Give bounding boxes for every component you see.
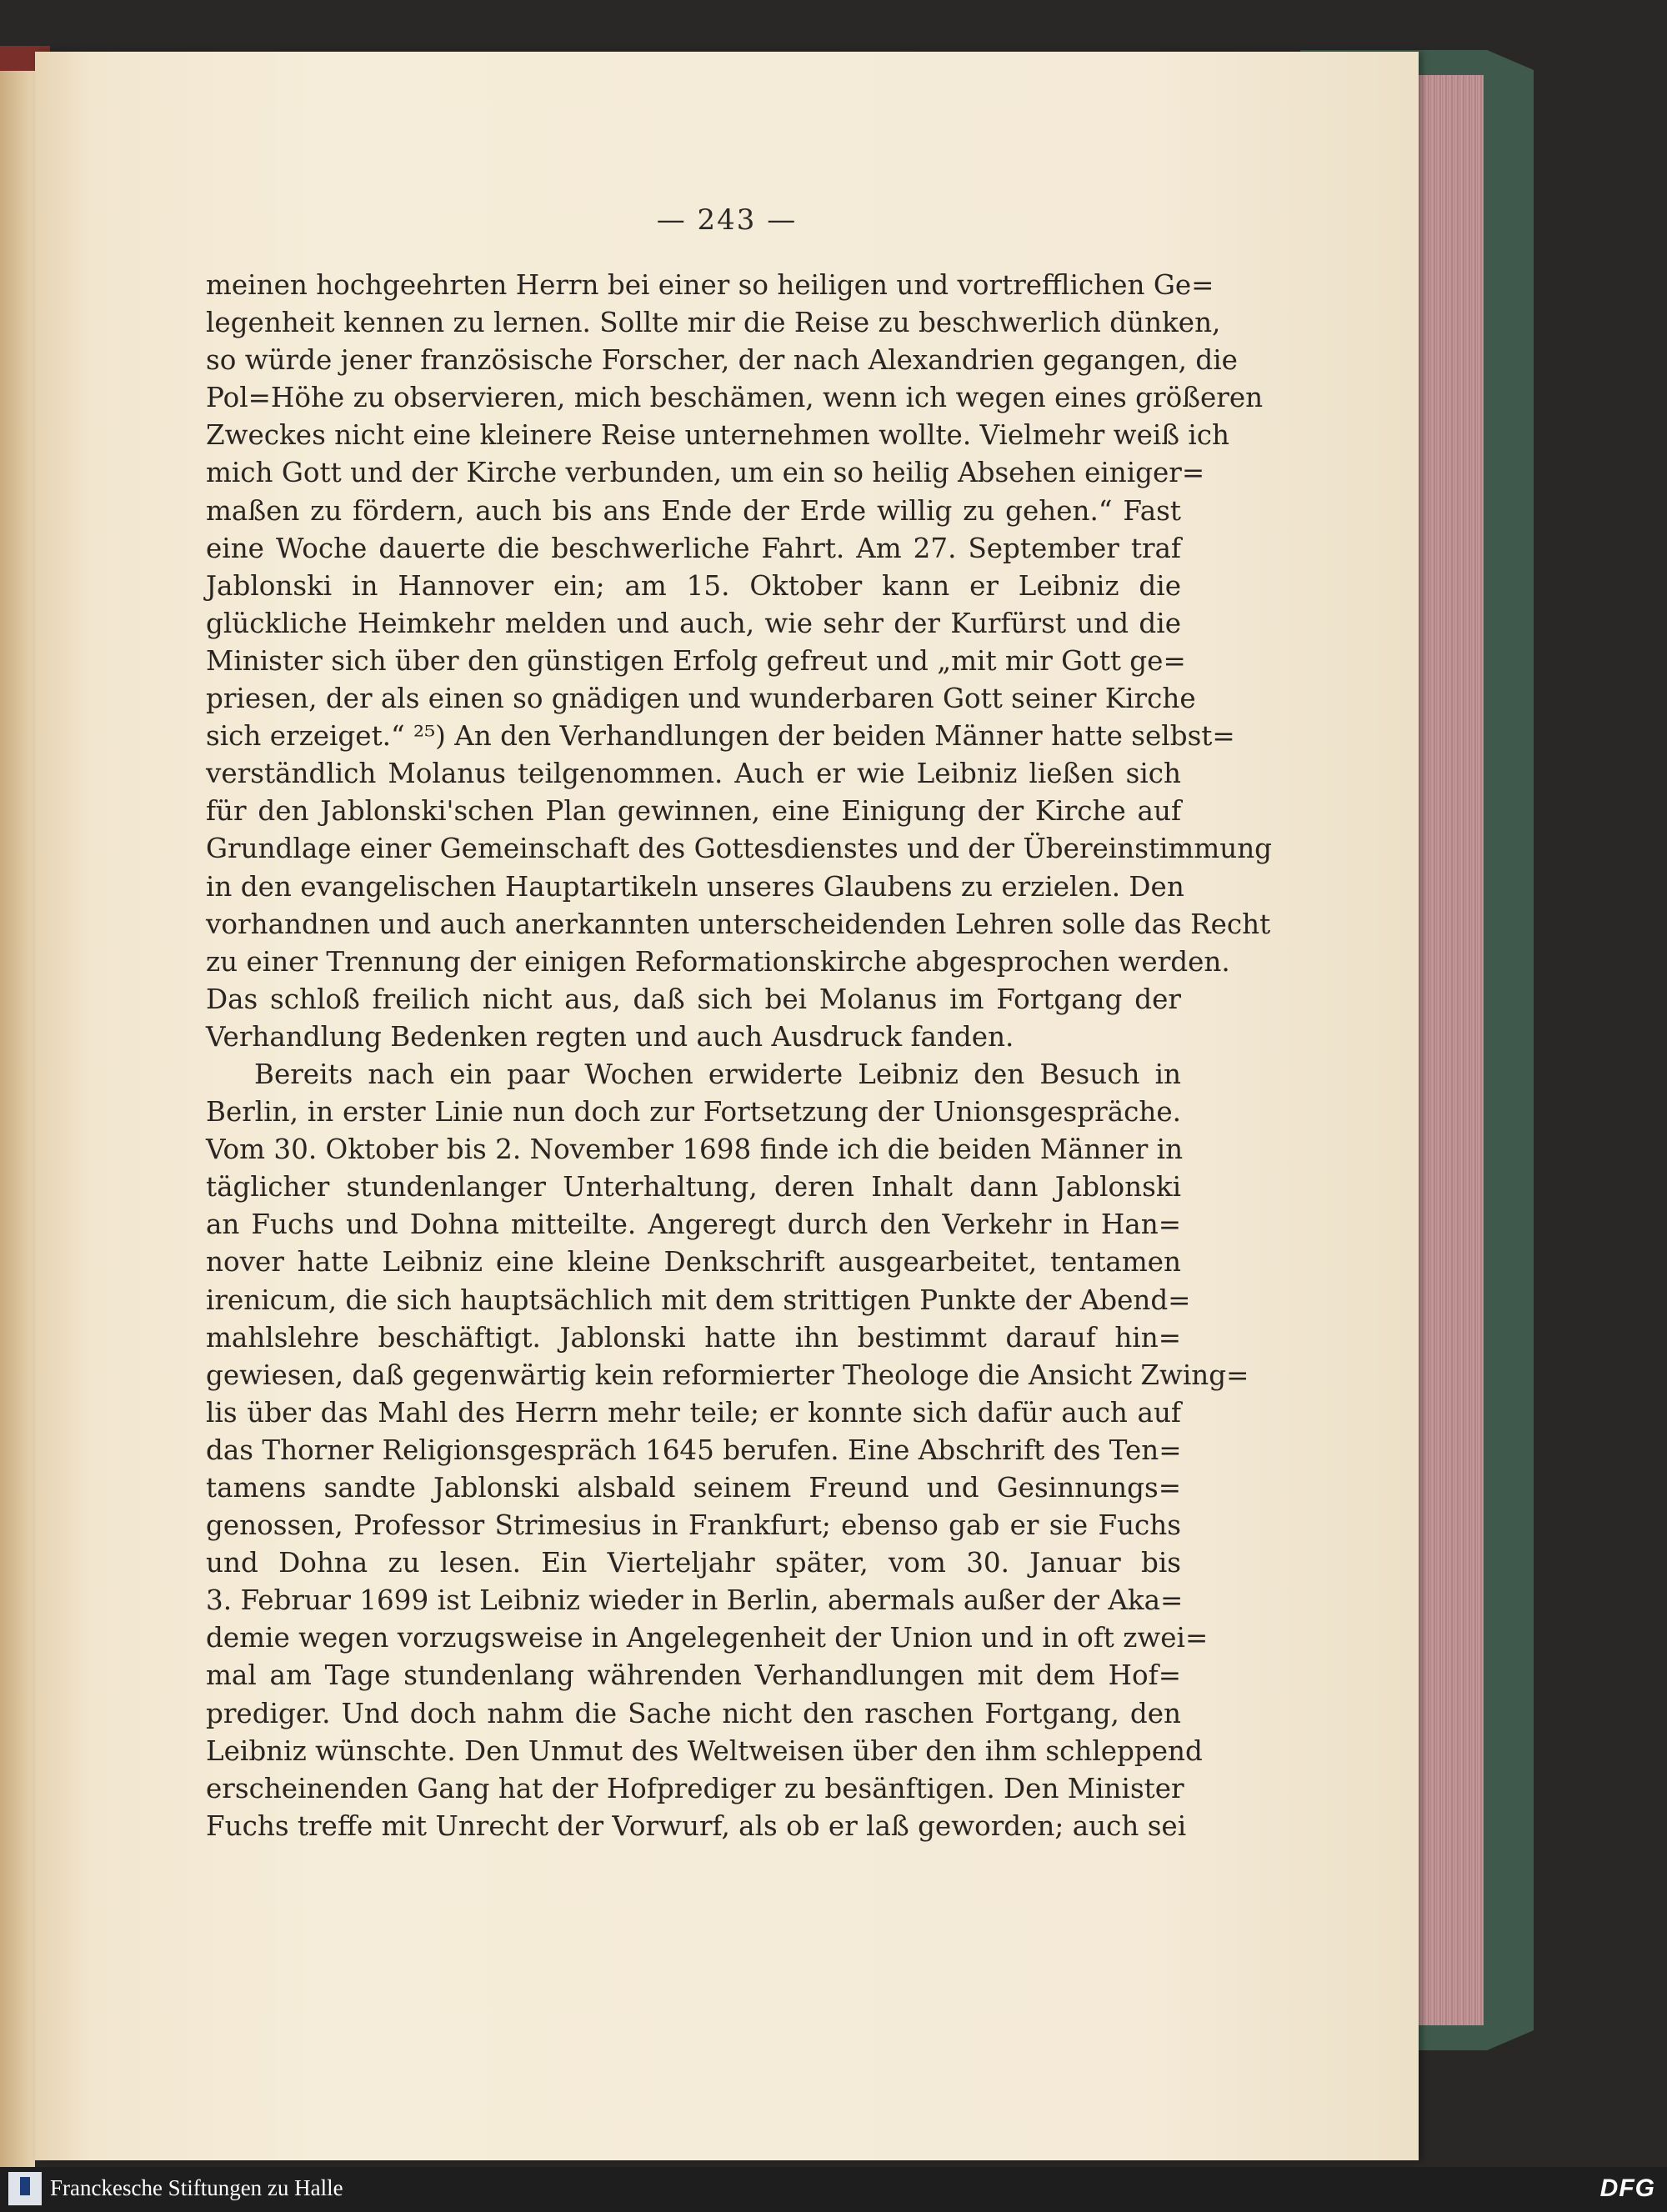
page-number-header: — 243 —	[656, 203, 798, 237]
logo-mark	[20, 2177, 30, 2195]
left-page-edge	[0, 50, 35, 2167]
text-line: gewiesen, daß gegenwärtig kein reformierter Theologe die Ansicht Zwing=	[206, 1359, 1249, 1391]
text-line: Verhandlung Bedenken regten und auch Ausdruck fanden.	[206, 1020, 1014, 1053]
body-text	[206, 267, 1273, 1845]
text-line: Grundlage einer Gemeinschaft des Gottesdienstes und der Übereinstimmung	[206, 833, 1273, 865]
text-line: lis über das Mahl des Herrn mehr teile; er konnte sich dafür auch auf	[206, 1396, 1181, 1429]
text-line: Das schloß freilich nicht aus, daß sich bei Molanus im Fortgang der	[206, 983, 1181, 1015]
text-line: maßen zu fördern, auch bis ans Ende der Erde willig zu gehen.“ Fast	[206, 494, 1181, 527]
text-line: zu einer Trennung der einigen Reformationskirche abgesprochen werden.	[206, 945, 1230, 978]
text-line: in den evangelischen Hauptartikeln unseres Glaubens zu erzielen. Den	[206, 870, 1184, 903]
text-line: tamens sandte Jablonski alsbald seinem Freund und Gesinnungs=	[206, 1472, 1181, 1504]
text-line: Minister sich über den günstigen Erfolg gefreut und „mit mir Gott ge=	[206, 644, 1186, 677]
text-line: und Dohna zu lesen. Ein Vierteljahr später, vom 30. Januar bis	[206, 1547, 1181, 1579]
text-line: vorhandnen und auch anerkannten unterscheidenden Lehren solle das Recht	[206, 908, 1271, 940]
text-line: prediger. Und doch nahm die Sache nicht den raschen Fortgang, den	[206, 1697, 1181, 1729]
text-line: glückliche Heimkehr melden und auch, wie sehr der Kurfürst und die	[206, 607, 1181, 639]
text-line: meinen hochgeehrten Herrn bei einer so heiligen und vortrefflichen Ge=	[206, 269, 1214, 301]
text-line: mahlslehre beschäftigt. Jablonski hatte ihn bestimmt darauf hin=	[206, 1321, 1181, 1354]
institution-name: Franckesche Stiftungen zu Halle	[50, 2175, 343, 2200]
text-line: mal am Tage stundenlang währenden Verhandlungen mit dem Hof=	[206, 1659, 1181, 1692]
viewer-footer-bar	[0, 2167, 1667, 2212]
text-line: nover hatte Leibniz eine kleine Denkschrift ausgearbeitet, tentamen	[206, 1246, 1181, 1279]
text-line: Leibniz wünschte. Den Unmut des Weltweisen über den ihm schleppend	[206, 1734, 1203, 1767]
text-line: eine Woche dauerte die beschwerliche Fahrt. Am 27. September traf	[206, 532, 1181, 564]
text-line: verständlich Molanus teilgenommen. Auch er wie Leibniz ließen sich	[206, 758, 1181, 790]
text-line: Zweckes nicht eine kleinere Reise unternehmen wollte. Vielmehr weiß ich	[206, 419, 1230, 452]
text-line: Pol=Höhe zu observieren, mich beschämen, wenn ich wegen eines größeren	[206, 382, 1264, 414]
text-line: Fuchs treffe mit Unrecht der Vorwurf, als ob er laß geworden; auch sei	[206, 1809, 1187, 1842]
text-line: Jablonski in Hannover ein; am 15. Oktober kann er Leibniz die	[206, 569, 1181, 602]
text-line: Berlin, in erster Linie nun doch zur Fortsetzung der Unionsgespräche.	[206, 1096, 1181, 1129]
text-line: mich Gott und der Kirche verbunden, um ein so heilig Absehen einiger=	[206, 457, 1205, 489]
text-line: erscheinenden Gang hat der Hofprediger zu besänftigen. Den Minister	[206, 1772, 1184, 1804]
text-line: demie wegen vorzugsweise in Angelegenheit der Union und in oft zwei=	[206, 1622, 1209, 1654]
text-line: täglicher stundenlanger Unterhaltung, deren Inhalt dann Jablonski	[206, 1171, 1181, 1204]
text-line: an Fuchs und Dohna mitteilte. Angeregt durch den Verkehr in Han=	[206, 1209, 1181, 1241]
text-line: 3. Februar 1699 ist Leibniz wieder in Berlin, abermals außer der Aka=	[206, 1584, 1184, 1617]
text-line: sich erzeiget.“ ²⁵) An den Verhandlungen der beiden Männer hatte selbst=	[206, 720, 1235, 753]
text-line: irenicum, die sich hauptsächlich mit dem strittigen Punkte der Abend=	[206, 1284, 1191, 1316]
text-line: so würde jener französische Forscher, der nach Alexandrien gegangen, die	[206, 344, 1238, 377]
text-line: priesen, der als einen so gnädigen und wunderbaren Gott seiner Kirche	[206, 683, 1196, 715]
text-line: Vom 30. Oktober bis 2. November 1698 finde ich die beiden Männer in	[206, 1134, 1184, 1166]
institution-logo-icon	[8, 2172, 42, 2205]
text-line: das Thorner Religionsgespräch 1645 berufen. Eine Abschrift des Ten=	[206, 1434, 1182, 1466]
book-page	[35, 52, 1419, 2160]
text-line: legenheit kennen zu lernen. Sollte mir die Reise zu beschwerlich dünken,	[206, 307, 1221, 339]
text-line: für den Jablonski'schen Plan gewinnen, eine Einigung der Kirche auf	[206, 795, 1181, 828]
text-line: Bereits nach ein paar Wochen erwiderte Leibniz den Besuch in	[254, 1058, 1181, 1090]
dfg-badge: DFG	[1599, 2174, 1655, 2202]
text-line: genossen, Professor Strimesius in Frankfurt; ebenso gab er sie Fuchs	[206, 1509, 1181, 1542]
